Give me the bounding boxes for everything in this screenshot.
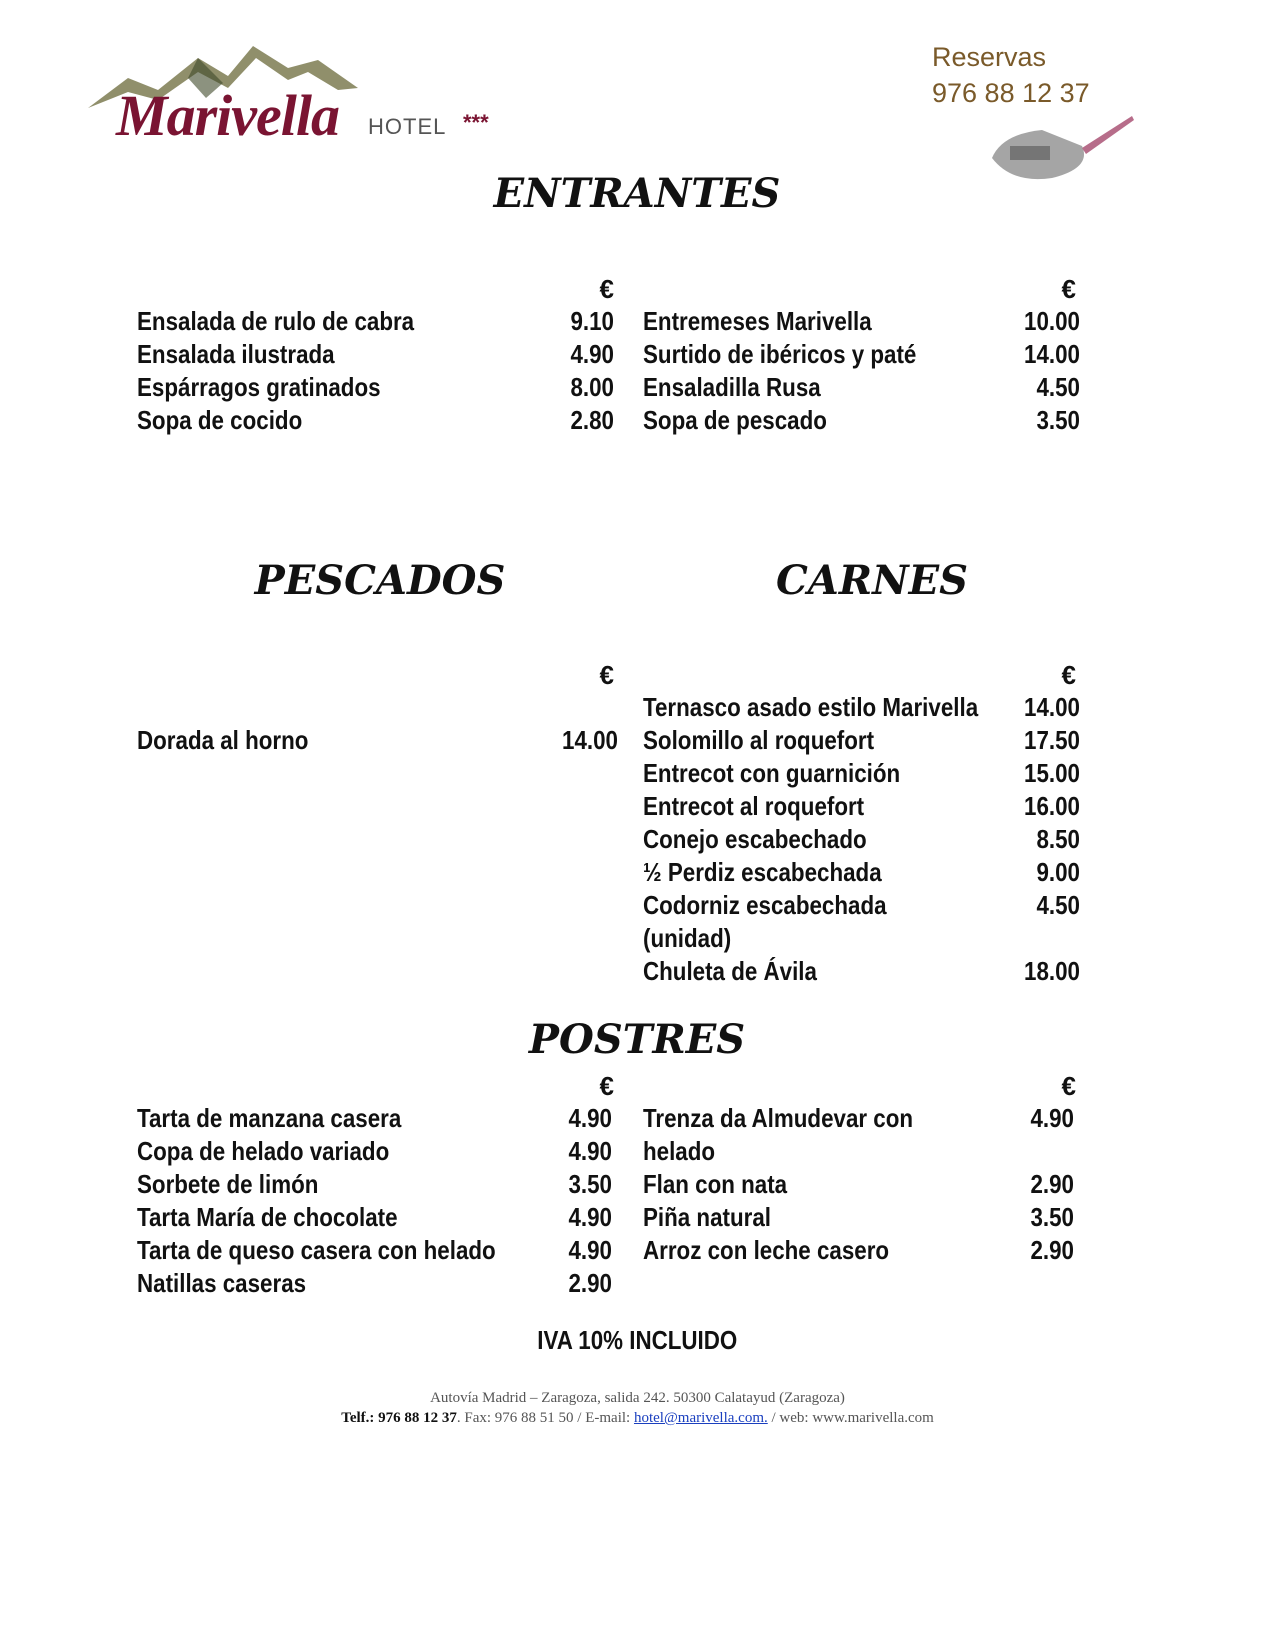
menu-item: Surtido de ibéricos y paté: [643, 339, 917, 369]
menu-price: 4.90: [1030, 1103, 1074, 1133]
euro-symbol: €: [1061, 1071, 1076, 1101]
menu-price: 3.50: [1030, 1202, 1074, 1232]
menu-item: Ensalada de rulo de cabra: [137, 306, 415, 336]
iva-note-wrap: [0, 1324, 1275, 1357]
menu-item: Entrecot al roquefort: [643, 791, 865, 821]
menu-price: 14.00: [1024, 339, 1080, 369]
footer-contact: [0, 1410, 1275, 1427]
menu-item: Ensalada ilustrada: [137, 339, 335, 369]
entrantes-left-list: [137, 305, 459, 437]
menu-price: 4.90: [568, 1202, 612, 1232]
postres-right-prices: [972, 1102, 1074, 1267]
menu-item: (unidad): [643, 923, 732, 953]
menu-price: 2.90: [568, 1268, 612, 1298]
menu-price: 18.00: [1024, 956, 1080, 986]
menu-item: Copa de helado variado: [137, 1136, 390, 1166]
menu-item: Piña natural: [643, 1202, 771, 1232]
menu-item: Sorbete de limón: [137, 1169, 319, 1199]
menu-price: 9.00: [1036, 857, 1080, 887]
carnes-prices: [978, 691, 1080, 988]
euro-symbol: €: [1061, 274, 1076, 304]
menu-item: Tarta de manzana casera: [137, 1103, 402, 1133]
menu-item: Tarta de queso casera con helado: [137, 1235, 496, 1265]
menu-price: [992, 922, 1080, 955]
menu-item: Chuleta de Ávila: [643, 956, 817, 986]
menu-price: 2.80: [570, 405, 614, 435]
menu-price: 4.50: [1036, 372, 1080, 402]
pescados-prices: [516, 724, 618, 757]
menu-item: ½ Perdiz escabechada: [643, 857, 882, 887]
menu-price: 4.90: [568, 1136, 612, 1166]
entrantes-heading: ENTRANTES: [493, 170, 781, 217]
menu-item: Dorada al horno: [137, 725, 309, 755]
menu-price: 8.00: [570, 372, 614, 402]
menu-item: Tarta María de chocolate: [137, 1202, 398, 1232]
menu-price: 14.00: [562, 725, 618, 755]
menu-price: 2.90: [1030, 1235, 1074, 1265]
menu-item: Flan con nata: [643, 1169, 788, 1199]
menu-item: Sopa de pescado: [643, 405, 827, 435]
menu-item: Entrecot con guarnición: [643, 758, 901, 788]
menu-item: helado: [643, 1136, 716, 1166]
menu-price: 14.00: [1024, 692, 1080, 722]
menu-item: Ternasco asado estilo Marivella: [643, 692, 979, 722]
menu-item: Ensaladilla Rusa: [643, 372, 821, 402]
menu-price: 4.90: [568, 1235, 612, 1265]
postres-left-list: [137, 1102, 554, 1300]
menu-item: Solomillo al roquefort: [643, 725, 875, 755]
postres-heading: POSTRES: [528, 1016, 746, 1063]
logo-stars: ***: [463, 110, 489, 135]
entrantes-left-prices: [512, 305, 614, 437]
menu-price: 4.90: [570, 339, 614, 369]
footer-email-link[interactable]: hotel@marivella.com.: [633, 1410, 768, 1426]
iva-note: IVA 10% INCLUIDO: [537, 1325, 738, 1355]
euro-symbol: €: [599, 274, 614, 304]
menu-price: 10.00: [1024, 306, 1080, 336]
menu-price: [986, 1135, 1074, 1168]
menu-price: 8.50: [1036, 824, 1080, 854]
menu-price: 3.50: [1036, 405, 1080, 435]
euro-symbol: €: [599, 1071, 614, 1101]
menu-item: Conejo escabechado: [643, 824, 867, 854]
phone-icon: [932, 38, 1182, 188]
menu-item: Arroz con leche casero: [643, 1235, 890, 1265]
menu-price: 4.50: [1036, 890, 1080, 920]
euro-symbol: €: [599, 660, 614, 690]
menu-price: 15.00: [1024, 758, 1080, 788]
menu-price: 4.90: [568, 1103, 612, 1133]
logo-name: Marivella: [116, 83, 339, 148]
menu-item: Entremeses Marivella: [643, 306, 872, 336]
carnes-heading: CARNES: [775, 557, 969, 604]
menu-price: 3.50: [568, 1169, 612, 1199]
reservas-phone: 976 88 12 37: [932, 78, 1090, 108]
footer-web: / web: www.marivella.com: [767, 1410, 934, 1426]
menu-item: Espárragos gratinados: [137, 372, 381, 402]
menu-item: Sopa de cocido: [137, 405, 303, 435]
hotel-logo: [88, 38, 528, 148]
postres-right-list: [643, 1102, 957, 1267]
footer-fax: . Fax: 976 88 51 50 / E-mail:: [456, 1410, 634, 1426]
entrantes-right-list: [643, 305, 961, 437]
menu-price: 17.50: [1024, 725, 1080, 755]
footer-telf: Telf.: 976 88 12 37: [341, 1410, 457, 1426]
reservas-block: [932, 38, 1182, 188]
postres-left-prices: [510, 1102, 612, 1300]
logo-hotel-text: HOTEL: [368, 114, 447, 139]
menu-item: Trenza da Almudevar con: [643, 1103, 914, 1133]
entrantes-right-prices: [978, 305, 1080, 437]
menu-item: Codorniz escabechada: [643, 890, 887, 920]
pescados-heading: PESCADOS: [254, 557, 506, 604]
euro-symbol: €: [1061, 660, 1076, 690]
menu-price: 16.00: [1024, 791, 1080, 821]
menu-price: 2.90: [1030, 1169, 1074, 1199]
carnes-list: [643, 691, 1033, 988]
footer-address: Autovía Madrid – Zaragoza, salida 242. 50300 Calatayud (Zaragoza): [430, 1390, 845, 1406]
reservas-label: Reservas: [932, 42, 1047, 72]
menu-price: 9.10: [570, 306, 614, 336]
menu-item: Natillas caseras: [137, 1268, 307, 1298]
